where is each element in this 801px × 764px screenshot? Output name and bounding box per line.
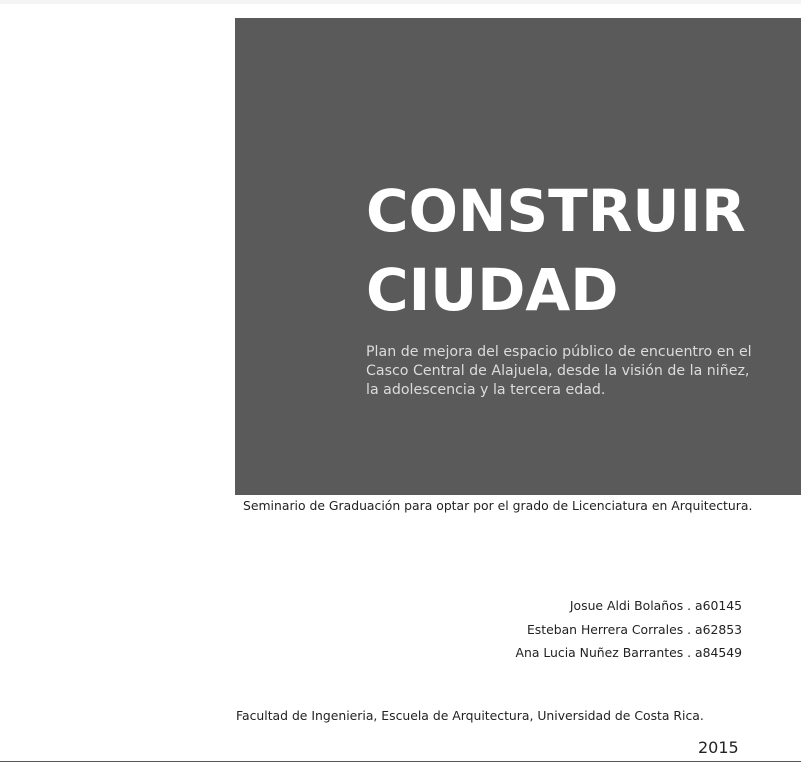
faculty-line: Facultad de Ingenieria, Escuela de Arquitectura, Universidad de Costa Rica. <box>236 708 704 723</box>
publication-year: 2015 <box>698 738 739 757</box>
cover-subtitle: Plan de mejora del espacio público de encuentro en el Casco Central de Alajuela, desde la visión de la niñez, la adolescencia y la tercera edad. <box>366 344 752 398</box>
author-item: Ana Lucia Nuñez Barrantes . a84549 <box>515 645 742 660</box>
cover-title-line-1: CONSTRUIR <box>366 177 746 245</box>
cover-title-line-2: CIUDAD <box>366 256 619 324</box>
author-item: Esteban Herrera Corrales . a62853 <box>526 621 742 637</box>
top-rule <box>0 0 801 4</box>
author-list <box>516 594 743 665</box>
cover-title-block <box>235 18 801 495</box>
author-item: Josue Aldi Bolaños . a60145 <box>569 598 742 613</box>
bottom-rule <box>0 761 801 762</box>
seminar-statement: Seminario de Graduación para optar por el grado de Licenciatura en Arquitectura. <box>243 498 753 513</box>
cover-title <box>366 172 746 330</box>
